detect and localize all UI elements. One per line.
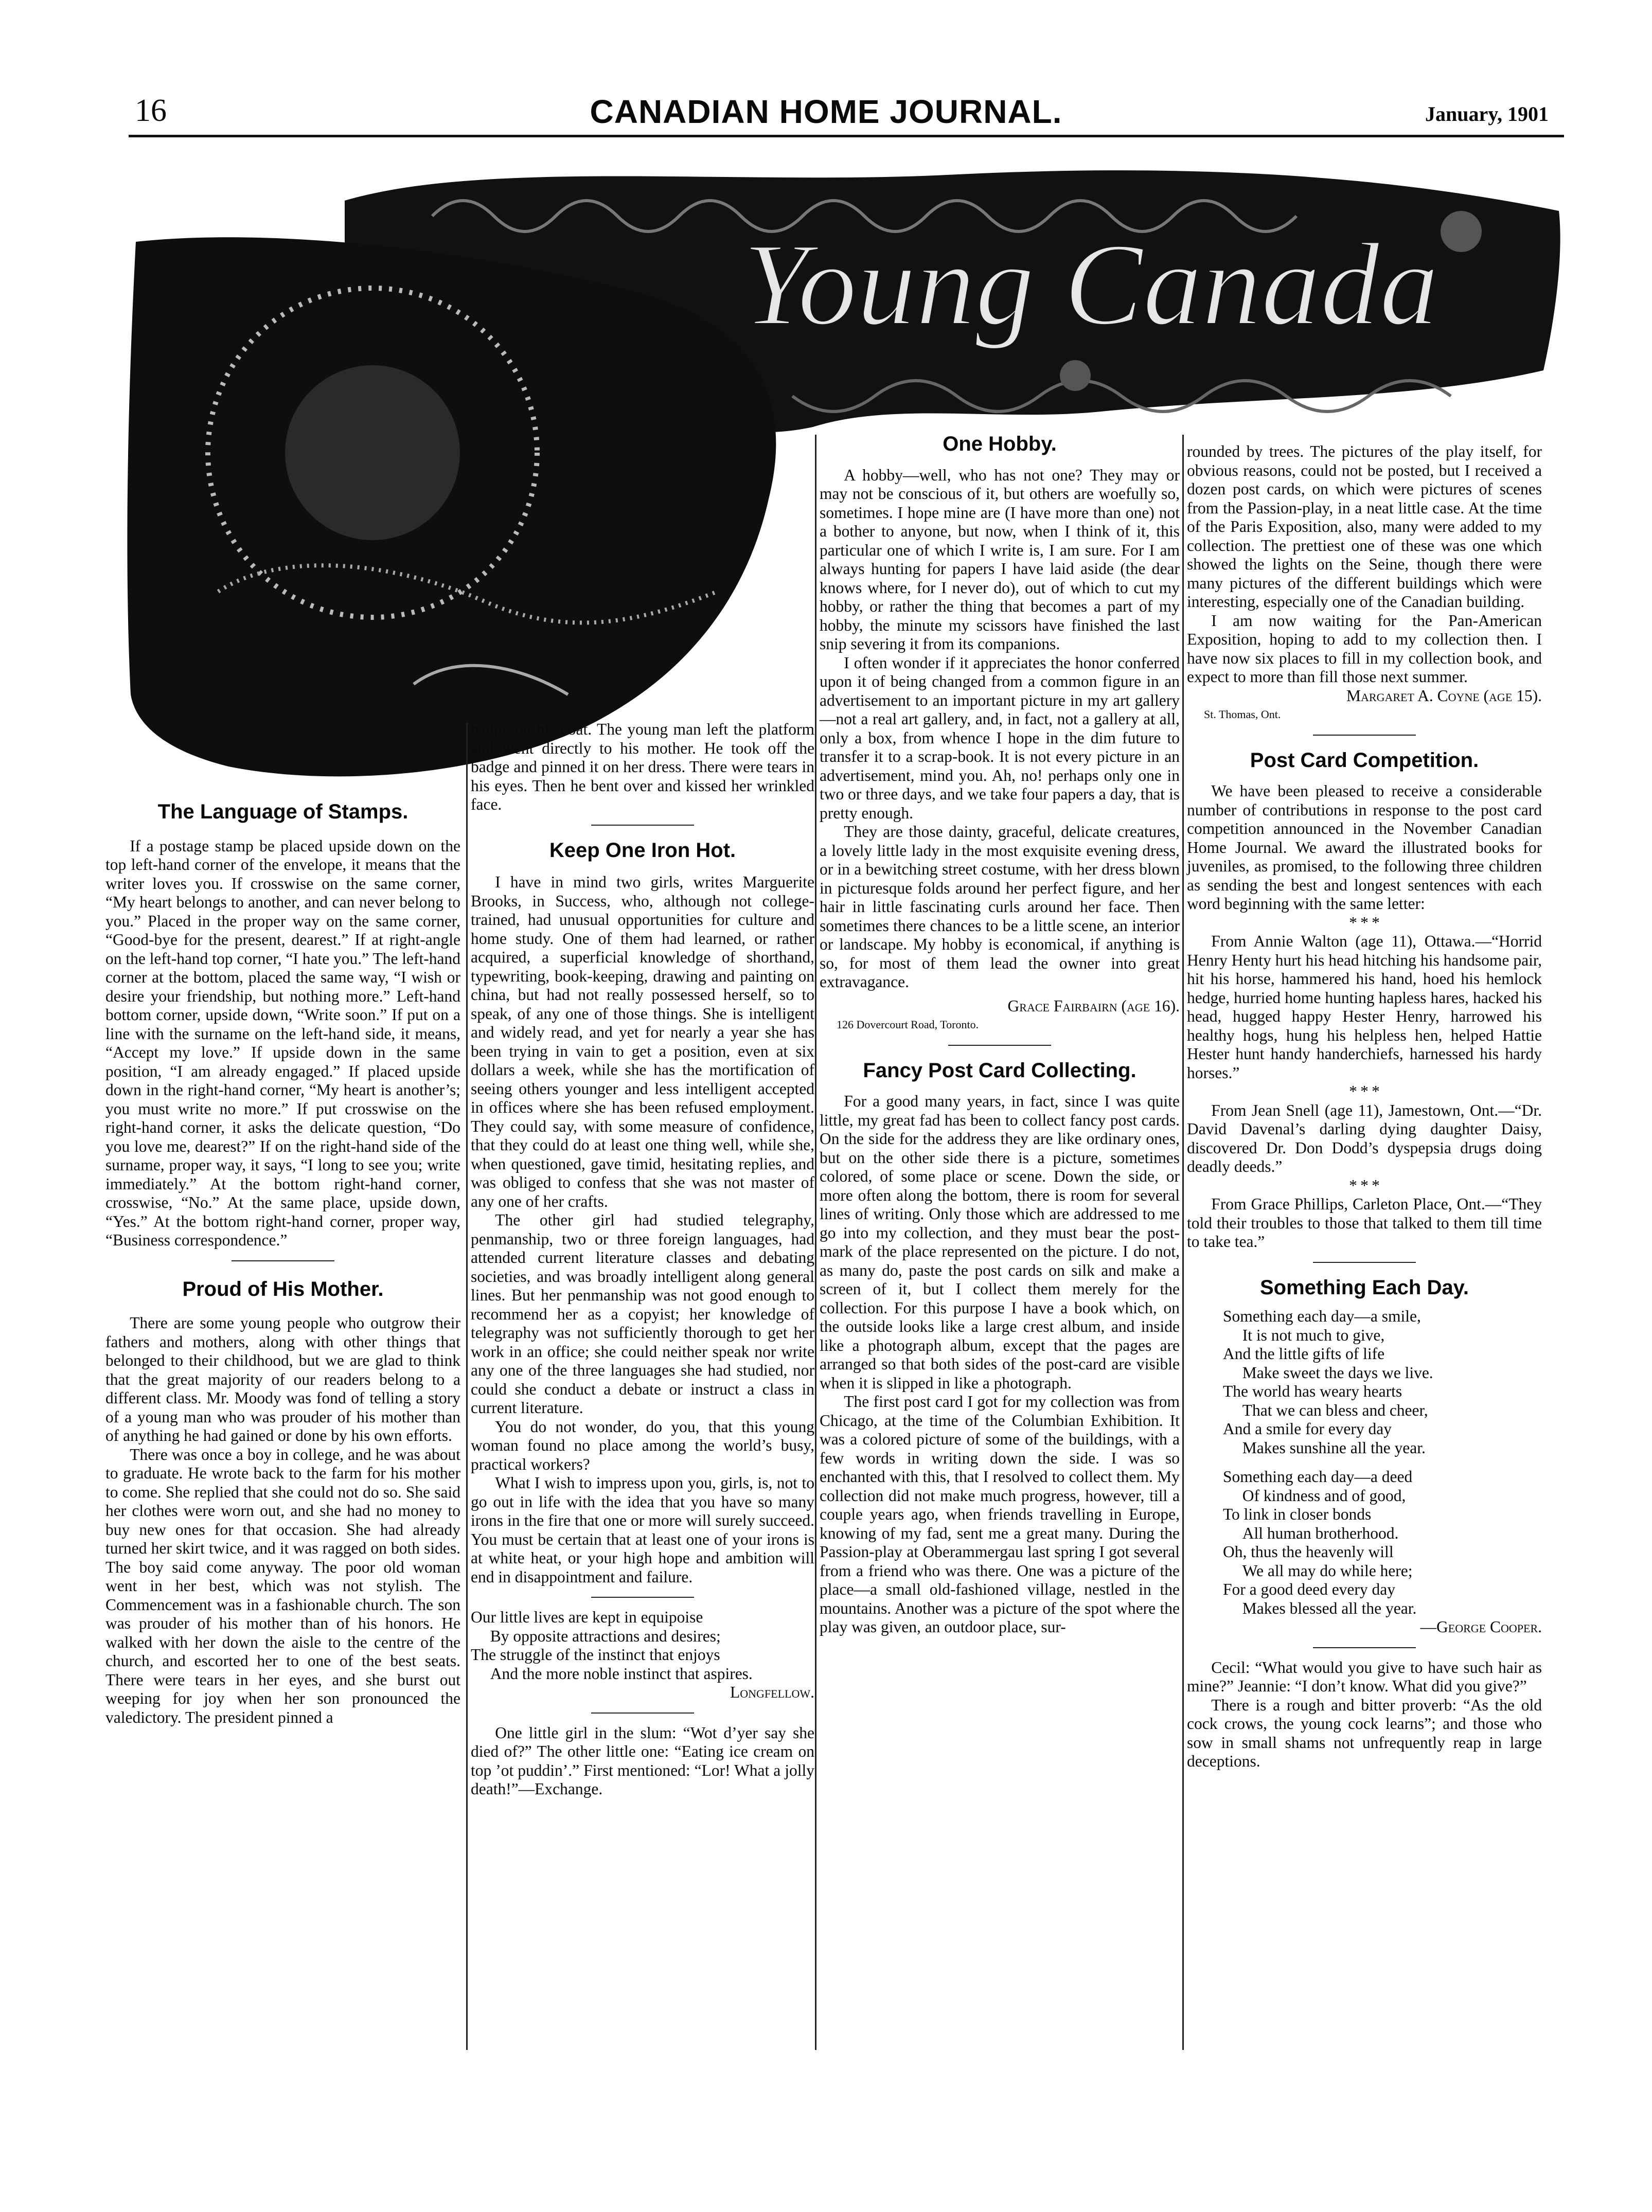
stamps-heading: The Language of Stamps. [157, 800, 408, 823]
poem-line: Oh, thus the heavenly will [1223, 1543, 1394, 1561]
proud-heading: Proud of His Mother. [182, 1277, 384, 1300]
stamps-body: If a postage stamp be placed upside down on the top left-hand corner of the envelope, it means that the writer loves you. If crosswise on the same corner, “My heart belongs to another, and can never belong to you.” Placed in the proper way on the same corner, “Good-bye for the present, dearest.” If at right-angle on the left-hand top corner, “I hate you.” The left-hand corner at the bottom, placed the same way, “I wish or desire your friendship, but nothing more.” Left-hand bottom corner, upside down, “Write soon.” If put on a line with the surname on the left-hand side, it means, “Accept my love.” If upside down in the same position, “I am already engaged.” If placed upside down in the right-hand corner, “My heart is another’s; you must write no more.” If put crosswise on the right-hand corner, it asks the delicate question, “Do you love me, dearest?” If on the right-hand side of the surname, proper way, it says, “I long to see you; write immediately.” At the bottom right-hand corner, crosswise, “No.” At the same place, upside down, “Yes.” At the bottom right-hand corner, proper way, “Business correspondence.” [105, 836, 461, 1249]
slum-anecdote: One little girl in the slum: “Wot d’yer say she died of?” The other little one: “Eating ice cream on top ’ot puddin’.” First mentioned: “Lor! What a jolly death!”—Exchange. [471, 1723, 814, 1798]
hobby-signature: Grace Fairbairn (age 16). [1007, 996, 1180, 1015]
poem-line: Makes sunshine all the year. [1242, 1438, 1426, 1457]
asterism: * * * [1349, 1176, 1380, 1194]
poem-line: The world has weary hearts [1223, 1382, 1402, 1400]
asterism: * * * [1349, 1082, 1380, 1100]
fancy-address: St. Thomas, Ont. [1204, 708, 1281, 721]
banner-title: Young Canada [742, 219, 1439, 350]
iron-heading: Keep One Iron Hot. [549, 839, 736, 862]
poem-line: To link in closer bonds [1223, 1505, 1372, 1523]
poem-line: Make sweet the days we live. [1242, 1363, 1433, 1382]
postcard-paragraph: We have been pleased to receive a considerable number of contributions in response to the post card competition announced in the November Canadian Home Journal. We award the illustrated books for juveniles, as promised, to the following three children as sending the best and longest sentences with each word beginning with the same letter: [1187, 782, 1542, 913]
column-2 [471, 720, 814, 1799]
poem-line: Makes blessed all the year. [1242, 1599, 1417, 1617]
hobby-paragraph: I often wonder if it appreciates the honor conferred upon it of being changed from a common figure in an advertisement to an important picture in my art gallery—not a real art gallery, and, in fact, not a gallery at all, only a box, from whence I hope in the dim future to transfer it to a scrap-book. It is not every picture in an advertisement, mind you. Ah, no! perhaps only one in two or three days, and we take four papers a day, that is pretty enough. [820, 653, 1180, 822]
verse-author: Longfellow. [730, 1683, 814, 1701]
column-separator [1182, 435, 1184, 2050]
proverb-paragraph: There is a rough and bitter proverb: “As the old cock crows, the young cock learns”; and those who sow in small shams not unfrequently reap in large deceptions. [1187, 1696, 1542, 1770]
iron-paragraph: What I wish to impress upon you, girls, is, not to go out in life with the idea that you have so many irons in the fire that one or more will surely succeed. You must be certain that at least one of your irons is at white heat, or your high hope and ambition will end in disappointment and failure. [471, 1474, 814, 1586]
poem-line: For a good deed every day [1223, 1580, 1396, 1598]
verse-line: And the more noble instinct that aspires. [490, 1664, 753, 1683]
fancy-paragraph: I am now waiting for the Pan-American Exposition, hoping to add to my collection then. I have now six places to fill in my collection book, and expect to more than fill those next summer. [1187, 611, 1542, 686]
postcard-heading: Post Card Competition. [1250, 748, 1479, 772]
header-rule [129, 135, 1564, 137]
iron-paragraph: I have in mind two girls, writes Marguerite Brooks, in Success, who, although not college-trained, had unusual opportunities for culture and home study. One of them had learned, or rather acquired, a superficial knowledge of shorthand, typewriting, book-keeping, drawing and painting on china, but had not really possessed herself, so to speak, of any one of those things. She is intelligent and widely read, and yet for nearly a year she has been trying in vain to get a position, even at six dollars a week, while she has the mortification of seeing others younger and less intelligent accepted in offices where she has been refused employment. They could say, with some measure of confidence, that they could do at least one thing well, while she, when questioned, gave timid, hesitating replies, and was obliged to confess that she was not master of any one of her crafts. [471, 873, 814, 1210]
verse-line: The struggle of the instinct that enjoys [471, 1646, 720, 1664]
column-4 [1187, 442, 1542, 1771]
poem-line: Of kindness and of good, [1242, 1486, 1406, 1505]
fancy-signature: Margaret A. Coyne (age 15). [1346, 686, 1542, 705]
poem-author: —George Cooper. [1420, 1618, 1542, 1636]
cecil-anecdote: Cecil: “What would you give to have such hair as mine?” Jeannie: “I don’t know. What did you give?” [1187, 1658, 1542, 1695]
journal-title: CANADIAN HOME JOURNAL. [590, 93, 1062, 130]
fancy-continued: rounded by trees. The pictures of the play itself, for obvious reasons, could not be posted, but I received a dozen post cards, on which were pictures of scenes from the Passion-play, in a neat little case. At the time of the Paris Exposition, also, many were added to my collection. The prettiest one of these was one which showed the lights on the Seine, though there were many pictures of the different buildings which were interesting, especially one of the Canadian building. [1187, 442, 1542, 611]
globe-emblem-illustration [126, 231, 794, 792]
poem-line: We all may do while here; [1242, 1561, 1413, 1580]
issue-date: January, 1901 [1425, 102, 1549, 126]
longfellow-verse [471, 1608, 814, 1683]
poem-line: It is not much to give, [1242, 1326, 1385, 1344]
column-separator [466, 723, 468, 2050]
hobby-heading: One Hobby. [943, 433, 1057, 455]
iron-paragraph: The other girl had studied telegraphy, penmanship, two or three foreign languages, had attended current literature classes and debating societies, and was broadly intelligent along general lines. But her penmanship was not good enough to recommend her as a copyist; her knowledge of telegraphy was not sufficiently thorough to get her work in an office; she could neither speak nor write any one of the three languages she had studied, nor could she conduct a debate or instruct a class in current literature. [471, 1211, 814, 1417]
something-heading: Something Each Day. [1259, 1276, 1469, 1299]
poem-line: Something each day—a deed [1223, 1468, 1413, 1486]
hobby-paragraph: A hobby—well, who has not one? They may or may not be conscious of it, but others are woefully so, sometimes. I hope mine are (I have more than one) not a bother to anyone, but now, when I think of it, this particular one of which I write is, I am sure. For I am always hunting for papers I have laid aside (the dear knows where, for I never do), out of which to cut my hobby, or rather the thing that becomes a part of my hobby, the minute my scissors have finished the last snip severing it from its companions. [820, 466, 1180, 653]
poem-line: All human brotherhood. [1242, 1524, 1399, 1542]
verse-line: By opposite attractions and desires; [490, 1627, 721, 1645]
postcard-entry: From Grace Phillips, Carleton Place, Ont.—“They told their troubles to those that talked to them till time to take tea.” [1187, 1195, 1542, 1251]
page-number: 16 [135, 93, 167, 128]
proud-paragraph: There are some young people who outgrow their fathers and mothers, along with other things that belonged to their childhood, but we are glad to think that the great majority of our readers belong to a different class. Mr. Moody was fond of telling a story of a young man who was prouder of his mother than of anything he had gained or done by his own efforts. [105, 1314, 460, 1444]
column-separator [815, 435, 816, 2050]
postcard-entry: From Jean Snell (age 11), Jamestown, Ont.—“Dr. David Davenal’s darling dying daughter Daisy, discovered Dr. Don Dodd’s dyspepsia drugs doing deadly deeds.” [1187, 1101, 1542, 1175]
postcard-entry: From Annie Walton (age 11), Ottawa.—“Horrid Henry Henty hurt his head hitching his handsome pair, hit his horse, hammered his hand, hoed his hemlock hedge, hurried home hunting hapless hares, hacked his head, hugged happy Hester Henry, harrowed his healthy hogs, hung his helpless hen, helped Hattie Hester hunt handy handerchiefs, harnessed his hardy horses.” [1187, 932, 1542, 1082]
fancy-paragraph: The first post card I got for my collection was from Chicago, at the time of the Columbian Exhibition. It was a colored picture of some of the buildings, with a few words in writing down the side. I was so enchanted with this, that I resolved to collect them. My collection did not make much progress, however, till a couple years ago, when friends travelling in Europe, knowing of my fad, sent me a great many. During the Passion-play at Oberammergau last spring I got several from a friend who was there. One was a picture of the place—a small old-fashioned village, nestled in the mountains. Another was a picture of the spot where the play was given, an outdoor place, sur- [820, 1393, 1180, 1636]
fancy-heading: Fancy Post Card Collecting. [863, 1059, 1136, 1082]
hobby-address: 126 Dovercourt Road, Toronto. [837, 1018, 979, 1031]
something-poem [1187, 1307, 1542, 1618]
poem-line: Something each day—a smile, [1223, 1307, 1421, 1325]
hobby-paragraph: They are those dainty, graceful, delicate creatures, a lovely little lady in the most exquisite evening dress, or in a bewitching street costume, with her dress blown in picturesque folds around her perfect figure, and her hair in little fascinating curls around her face. Then sometimes there chances to be a little scene, an interior or landscape. My hobby is economical, if anything is so, for most of them lead the owner into great extravagance. [820, 823, 1180, 991]
poem-line: That we can bless and cheer, [1242, 1401, 1428, 1419]
asterism: * * * [1349, 913, 1380, 932]
column-1 [105, 802, 460, 1727]
poem-line: And the little gifts of life [1223, 1345, 1385, 1363]
proud-paragraph: There was once a boy in college, and he was about to graduate. He wrote back to the farm for his mother to come. She replied that she could not do so. She said her clothes were worn out, and she had no money to buy new ones for that occasion. She had already turned her skirt twice, and it was ragged on both sides. The boy said come anyway. The poor old woman went in her best, which was not stylish. The Commencement was in a fashionable church. The son was prouder of his mother than of his honors. He walked with her down the aisle to the centre of the church, and escorted her to one of the best seats. There were tears in her eyes, and she burst out weeping for joy when her son pronounced the valedictory. The president pinned a [105, 1445, 460, 1726]
iron-paragraph: You do not wonder, do you, that this young woman found no place among the world’s busy, practical workers? [471, 1417, 814, 1473]
proud-continued: badge on his coat. The young man left the platform and went directly to his mother. He took off the badge and pinned it on her dress. There were tears in his eyes. Then he bent over and kissed her wrinkled face. [471, 720, 814, 813]
fancy-paragraph: For a good many years, in fact, since I was quite little, my great fad has been to collect fancy post cards. On the side for the address they are like ordinary ones, but on the other side there is a picture, sometimes colored, of some place or scene. Down the side, or more often along the bottom, there is room for several lines of writing. Only those which are addressed to me go into my collection, and they must bear the post-mark of the place represented on the picture. I do not, as many do, paste the post cards on silk and make a screen of it, but I collect them merely for the collection. For this purpose I have a book which, on the outside looks like a large crest album, and inside like a photograph album, except that the pages are arranged so that both sides of the post-card are visible when it is slipped in like a photograph. [820, 1092, 1180, 1392]
column-3 [820, 435, 1180, 1637]
verse-line: Our little lives are kept in equipoise [471, 1608, 703, 1626]
poem-line: And a smile for every day [1223, 1420, 1392, 1438]
